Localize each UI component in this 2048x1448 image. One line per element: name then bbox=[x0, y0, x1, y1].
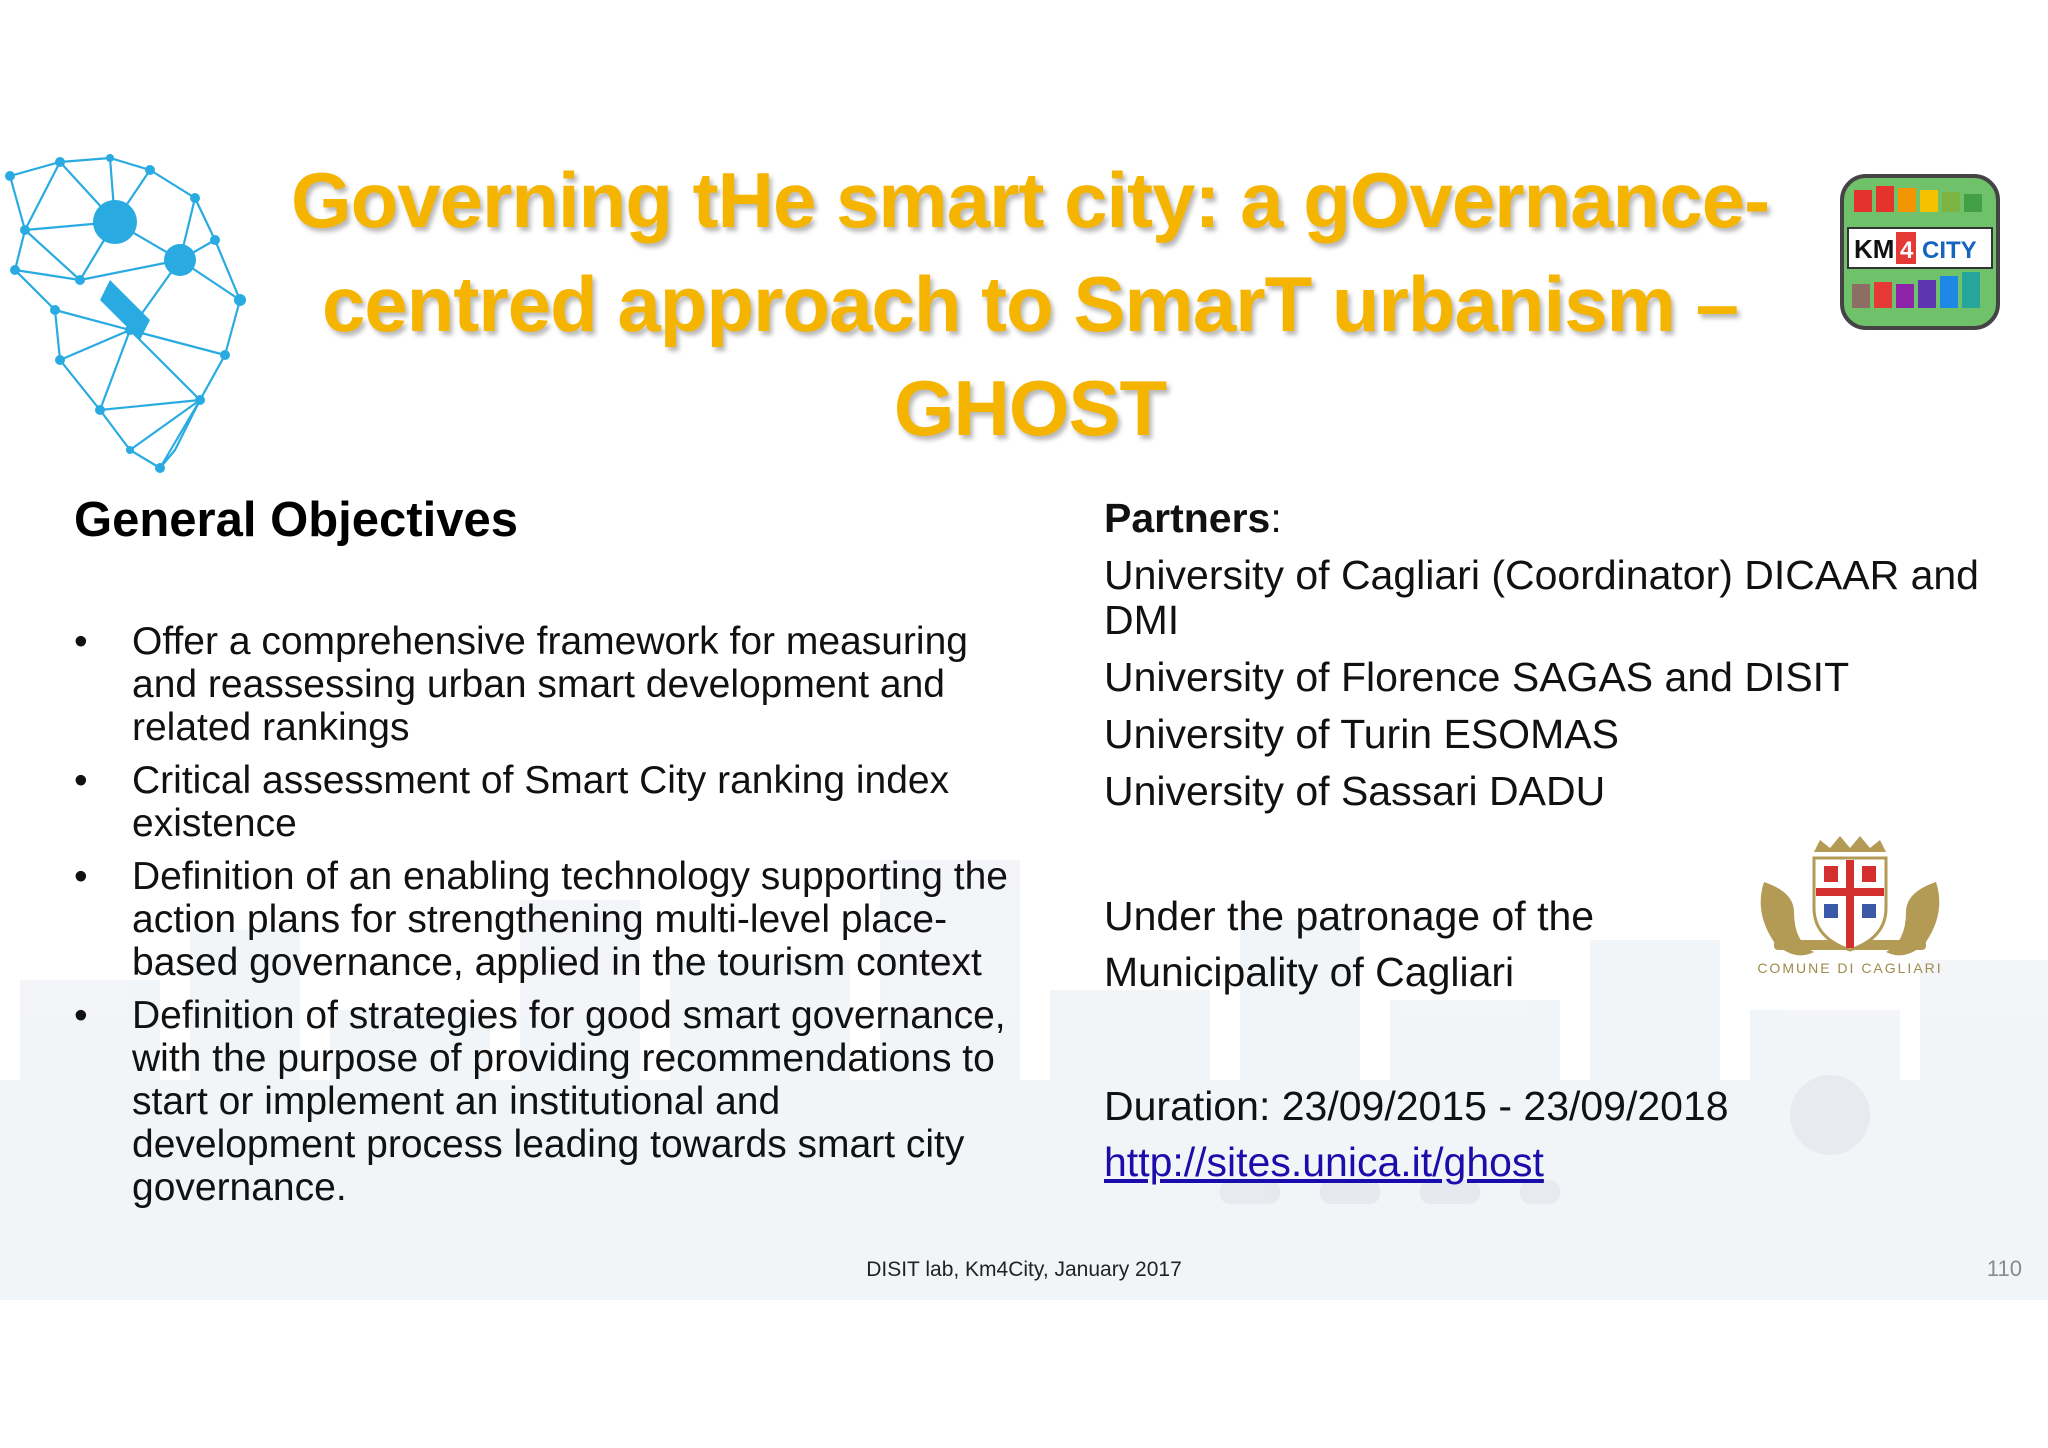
partners-colon: : bbox=[1270, 495, 1282, 541]
title-line-1: Governing tHe smart city: a gOvernance- bbox=[290, 156, 1770, 244]
duration-text: Duration: 23/09/2015 - 23/09/2018 bbox=[1104, 1083, 1729, 1129]
network-graph-icon bbox=[0, 150, 270, 480]
list-item bbox=[74, 994, 1014, 1209]
objective-text: Definition of an enabling technology supporting the action plans for strengthening multi-level place-based governance, applied in the tourism context bbox=[132, 855, 1008, 984]
bullet: • bbox=[74, 620, 88, 663]
objective-text: Critical assessment of Smart City ranking index existence bbox=[132, 759, 950, 845]
partners-label: Partners bbox=[1104, 495, 1271, 541]
list-item bbox=[74, 855, 1014, 984]
objective-text: Offer a comprehensive framework for measuring and reassessing urban smart development and related rankings bbox=[132, 620, 968, 749]
title-line-3: GHOST bbox=[893, 364, 1167, 452]
slide-title bbox=[280, 148, 1780, 460]
partner-item: University of Cagliari (Coordinator) DICAAR and DMI bbox=[1104, 552, 1979, 643]
partner-item: University of Turin ESOMAS bbox=[1104, 711, 1619, 757]
footer-text: DISIT lab, Km4City, January 2017 bbox=[866, 1258, 1182, 1281]
coat-label: COMUNE DI CAGLIARI bbox=[1757, 960, 1943, 976]
km4city-text-city: CITY bbox=[1922, 237, 1977, 264]
partners-heading bbox=[1104, 496, 1984, 541]
objective-text: Definition of strategies for good smart governance, with the purpose of providing recommendations to start or implement an institutional and development process leading towards smart city governance. bbox=[132, 994, 1006, 1209]
partner-item: University of Florence SAGAS and DISIT bbox=[1104, 654, 1850, 700]
title-line-2: centred approach to SmarT urbanism – bbox=[321, 260, 1739, 348]
km4city-text-4: 4 bbox=[1900, 237, 1914, 264]
objectives-heading: General Objectives bbox=[74, 493, 518, 547]
objectives-list bbox=[74, 620, 1014, 1219]
coat-of-arms-icon bbox=[1744, 822, 1956, 978]
page-number: 110 bbox=[1986, 1256, 2022, 1281]
km4city-text-km: KM bbox=[1854, 234, 1895, 264]
patronage-line-1: Under the patronage of the bbox=[1104, 893, 1595, 939]
partner-item: University of Sassari DADU bbox=[1104, 768, 1606, 814]
km4city-logo-icon bbox=[1838, 172, 2002, 332]
bullet: • bbox=[74, 759, 88, 802]
patronage-line-2: Municipality of Cagliari bbox=[1104, 949, 1515, 995]
bullet: • bbox=[74, 855, 88, 898]
list-item bbox=[74, 620, 1014, 749]
list-item bbox=[74, 759, 1014, 845]
project-link[interactable]: http://sites.unica.it/ghost bbox=[1104, 1139, 1544, 1185]
bullet: • bbox=[74, 994, 88, 1037]
